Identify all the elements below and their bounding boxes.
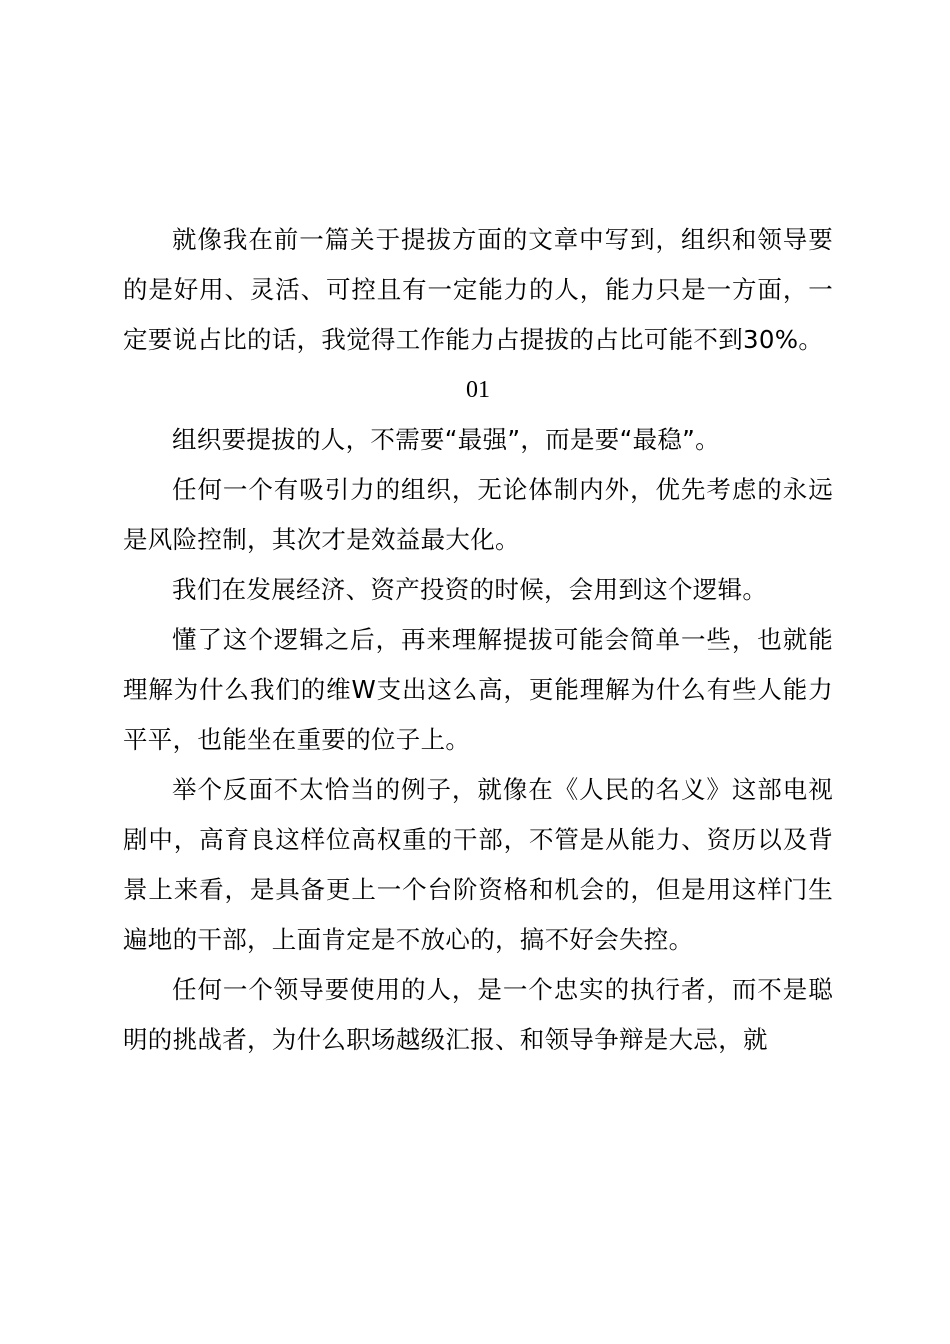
paragraph: 我们在发展经济、资产投资的时候，会用到这个逻辑。 [172,575,768,604]
paragraph: 懂了这个逻辑之后，再来理解提拔可能会简单一些，也就能理解为什么我们的维W支出这么高，更能理解为什么有些人能力平平，也能坐在重要的位子上。 [123,625,833,754]
paragraph: 任何一个领导要使用的人，是一个忠实的执行者，而不是聪明的挑战者，为什么职场越级汇报、和领导争辩是大忌，就 [123,975,833,1054]
paragraph: 举个反面不太恰当的例子，就像在《人民的名义》这部电视剧中，高育良这样位高权重的干部，不管是从能力、资历以及背景上来看，是具备更上一个台阶资格和机会的，但是用这样门生遍地的干部，上面肯定是不放心的，搞不好会失控。 [123,775,833,954]
section-heading: 01 [466,377,490,403]
paragraph: 组织要提拔的人，不需要“最强”，而是要“最稳”。 [172,425,720,454]
paragraph-intro: 就像我在前一篇关于提拔方面的文章中写到，组织和领导要的是好用、灵活、可控且有一定能力的人，能力只是一方面，一定要说占比的话，我觉得工作能力占提拔的占比可能不到30%。 [123,225,833,354]
document-body [123,215,833,1065]
paragraph: 任何一个有吸引力的组织，无论体制内外，优先考虑的永远是风险控制，其次才是效益最大化。 [123,475,833,554]
